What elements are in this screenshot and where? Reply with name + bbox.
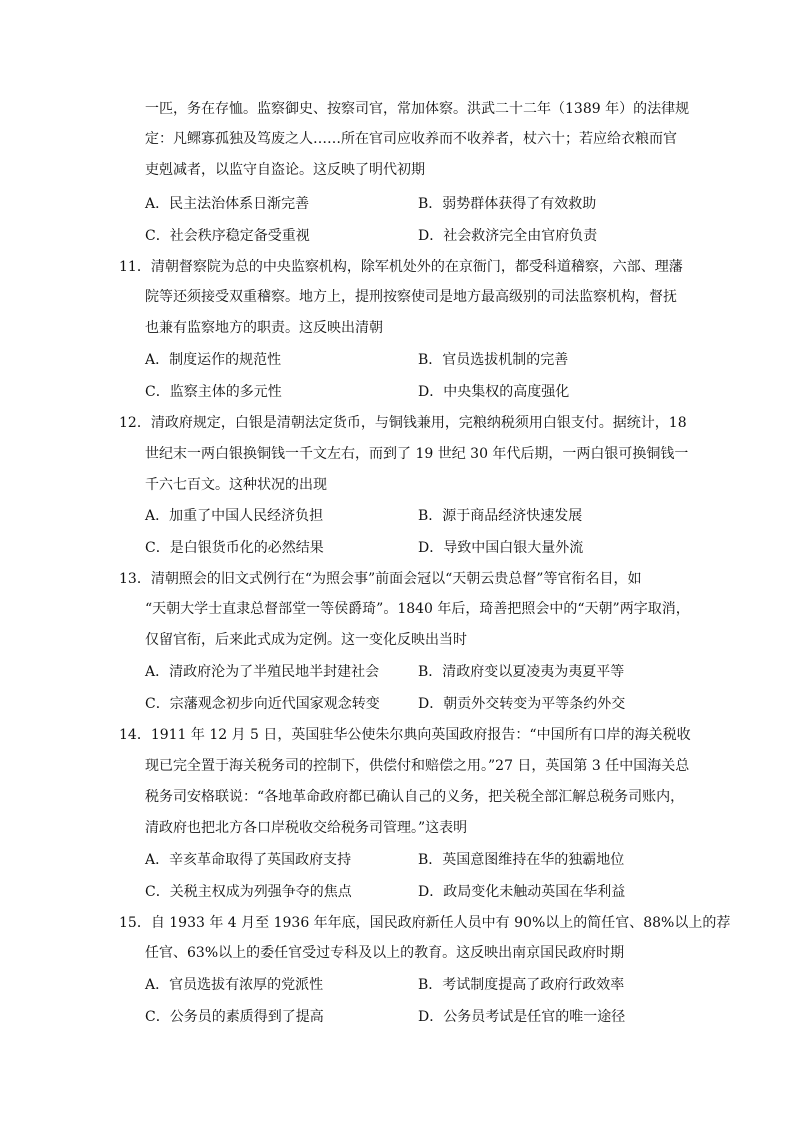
q11-option-d: D．中央集权的高度强化 [418,384,570,400]
q14-option-d: D．政局变化未触动英国在华利益 [418,884,626,900]
q15-stem-line-2: 任官、63%以上的委任官受过专科及以上的教育。这反映出南京国民政府时期 [145,945,625,961]
q14-stem-line-3: 税务司安格联说：“各地革命政府都已确认自己的义务，把关税全部汇解总税务司账内， [145,789,685,805]
q12-stem-line-3: 千六七百文。这种状况的出现 [145,477,327,493]
q14-option-c: C．关税主权成为列强争夺的焦点 [145,884,352,900]
q14-stem-line-1: 14．1911 年 12 月 5 日，英国驻华公使朱尔典向英国政府报告：“中国所有口岸的海关税收 [119,727,691,743]
q12-stem-line-2: 世纪末一两白银换铜钱一千文左右，而到了 19 世纪 30 年代后期，一两白银可换铜钱一 [145,446,689,462]
q11-option-b: B．官员选拔机制的完善 [418,352,569,368]
q15-option-a: A．官员选拔有浓厚的党派性 [145,977,324,993]
q14-stem-line-2: 现已完全置于海关税务司的控制下，供偿付和赔偿之用。”27 日，英国第 3 任中国海关总 [145,758,690,774]
q15-option-c: C．公务员的素质得到了提高 [145,1009,324,1025]
q11-stem-line-3: 也兼有监察地方的职责。这反映出清朝 [145,320,383,336]
q12-option-d: D．导致中国白银大量外流 [418,540,584,556]
q10-stem-line-1: 一匹，务在存恤。监察御史、按察司官，常加体察。洪武二十二年（1389 年）的法律规 [145,101,690,117]
q15-option-d: D．公务员考试是任官的唯一途径 [418,1009,626,1025]
q10-stem-line-3: 吏剋减者，以监守自盗论。这反映了明代初期 [145,162,425,178]
q11-option-c: C．监察主体的多元性 [145,384,282,400]
q15-option-b: B．考试制度提高了政府行政效率 [418,977,625,993]
q10-stem-line-2: 定：凡鳏寡孤独及笃废之人……所在官司应收养而不收养者，杖六十；若应给衣粮而官 [145,131,677,147]
q15-stem-line-1: 15．自 1933 年 4 月至 1936 年年底，国民政府新任人员中有 90%以上的简任官、88%以上的荐 [119,915,731,931]
q10-option-b: B．弱势群体获得了有效救助 [418,196,597,212]
q13-stem-line-3: 仅留官衔，后来此式成为定例。这一变化反映出当时 [145,632,467,648]
q12-stem-line-1: 12．清政府规定，白银是清朝法定货币，与铜钱兼用，完粮纳税须用白银支付。据统计，18 [119,415,687,431]
q12-option-c: C．是白银货币化的必然结果 [145,540,324,556]
q13-option-c: C．宗藩观念初步向近代国家观念转变 [145,696,380,712]
q10-option-d: D．社会救济完全由官府负责 [418,228,598,244]
q13-option-a: A．清政府沦为了半殖民地半封建社会 [145,664,380,680]
q14-stem-line-4: 清政府也把北方各口岸税收交给税务司管理。”这表明 [145,820,468,836]
q10-option-a: A．民主法治体系日渐完善 [145,196,310,212]
q13-stem-line-1: 13．清朝照会的旧文式例行在“为照会事”前面会冠以“天朝云贵总督”等官衔名目，如 [119,571,642,587]
q11-stem-line-1: 11．清朝督察院为总的中央监察机构，除军机处外的在京衙门，都受科道稽察，六部、理藩 [119,259,683,275]
q10-option-c: C．社会秩序稳定备受重视 [145,228,310,244]
q13-option-b: B．清政府变以夏凌夷为夷夏平等 [418,664,625,680]
q14-option-a: A．辛亥革命取得了英国政府支持 [145,852,352,868]
q11-stem-line-2: 院等还须接受双重稽察。地方上，提刑按察使司是地方最高级别的司法监察机构，督抚 [145,289,677,305]
q14-option-b: B．英国意图维持在华的独霸地位 [418,852,625,868]
q11-option-a: A．制度运作的规范性 [145,352,282,368]
q12-option-b: B．源于商品经济快速发展 [418,508,583,524]
q13-stem-line-2: “天朝大学士直隶总督部堂一等侯爵琦”。1840 年后，琦善把照会中的“天朝”两字取消， [145,601,690,617]
q13-option-d: D．朝贡外交转变为平等条约外交 [418,696,626,712]
q12-option-a: A．加重了中国人民经济负担 [145,508,324,524]
